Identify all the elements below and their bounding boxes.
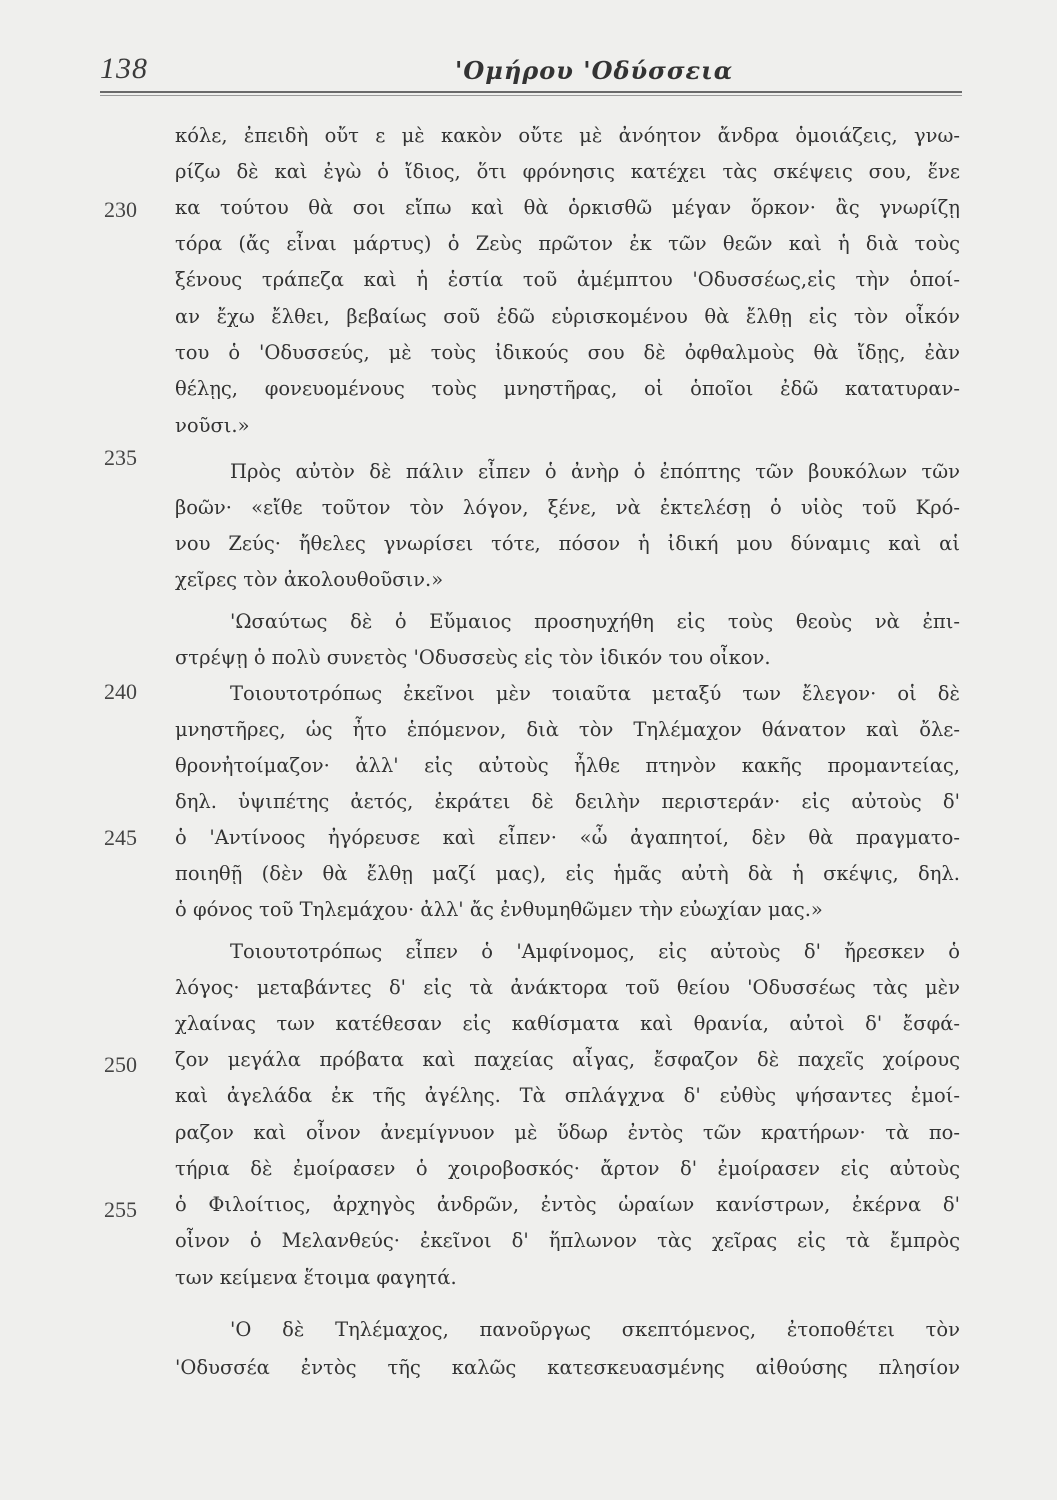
- text-line: κα τούτου θὰ σοι εἴπω καὶ θὰ ὁρκισθῶ μέγαν ὅρκον· ἂς γνωρίζῃ: [175, 196, 960, 219]
- page-number: 138: [100, 52, 148, 85]
- text-line: ὁ 'Αντίνοος ἠγόρευσε καὶ εἶπεν· «ὦ ἀγαπητοί, δὲν θὰ πραγματο-: [175, 826, 960, 849]
- text-line: κόλε, ἐπειδὴ οὔτ ε μὲ κακὸν οὔτε μὲ ἀνόητον ἄνδρα ὁμοιάζεις, γνω-: [175, 124, 960, 147]
- text-line: ραζον καὶ οἶνον ἀνεμίγνυον μὲ ὕδωρ ἐντὸς τῶν κρατήρων· τὰ πο-: [175, 1121, 960, 1144]
- text-line: τόρα (ἄς εἶναι μάρτυς) ὁ Ζεὺς πρῶτον ἐκ τῶν θεῶν καὶ ἡ διὰ τοὺς: [175, 232, 960, 255]
- header-rule: [100, 91, 962, 93]
- text-line: 'Ωσαύτως δὲ ὁ Εὔμαιος προσηυχήθη εἰς τοὺς θεοὺς νὰ ἐπι-: [230, 610, 960, 633]
- text-line: χεῖρες τὸν ἀκολουθοῦσιν.»: [175, 568, 444, 591]
- text-line: ποιηθῇ (δὲν θὰ ἔλθῃ μαζί μας), εἰς ἡμᾶς αὐτὴ δὰ ἡ σκέψις, δηλ.: [175, 862, 960, 885]
- text-line: δηλ. ὑψιπέτης ἀετός, ἐκράτει δὲ δειλὴν περιστεράν· εἰς αὐτοὺς δ': [175, 790, 960, 813]
- running-title: 'Ομήρου 'Οδύσσεια: [455, 56, 734, 85]
- text-line: μνηστῆρες, ὡς ἦτο ἑπόμενον, διὰ τὸν Τηλέμαχον θάνατον καὶ ὄλε-: [175, 718, 960, 741]
- text-line: 'Ο δὲ Τηλέμαχος, πανοῦργως σκεπτόμενος, ἐτοποθέτει τὸν: [230, 1318, 960, 1341]
- text-line: νοῦσι.»: [175, 414, 250, 437]
- text-line: καὶ ἀγελάδα ἐκ τῆς ἀγέλης. Τὰ σπλάγχνα δ' εὐθὺς ψήσαντες ἐμοί-: [175, 1084, 960, 1107]
- text-line: ζον μεγάλα πρόβατα καὶ παχείας αἶγας, ἔσφαζον δὲ παχεῖς χοίρους: [175, 1048, 960, 1071]
- header-rule-thin: [100, 95, 962, 96]
- line-number: 255: [104, 1197, 137, 1222]
- text-line: ὁ Φιλοίτιος, ἀρχηγὸς ἀνδρῶν, ἐντὸς ὡραίων κανίστρων, ἐκέρνα δ': [175, 1193, 960, 1216]
- text-line: θέλῃς, φονευομένους τοὺς μνηστῆρας, οἱ ὁποῖοι ἐδῶ κατατυραν-: [175, 377, 960, 400]
- text-line: χλαίνας των κατέθεσαν εἰς καθίσματα καὶ θρανία, αὐτοὶ δ' ἔσφά-: [175, 1012, 960, 1035]
- text-line: ὁ φόνος τοῦ Τηλεμάχου· ἀλλ' ἄς ἐνθυμηθῶμεν τὴν εὐωχίαν μας.»: [175, 898, 823, 921]
- text-line: θρονἠτοίμαζον· ἀλλ' εἰς αὐτοὺς ἦλθε πτηνὸν κακῆς προμαντείας,: [175, 754, 960, 777]
- line-number: 235: [104, 445, 137, 470]
- text-line: των κείμενα ἕτοιμα φαγητά.: [175, 1266, 457, 1289]
- text-line: αν ἔχω ἔλθει, βεβαίως σοῦ ἐδῶ εὑρισκομένου θὰ ἔλθῃ εἰς τὸν οἶκόν: [175, 305, 960, 328]
- text-line: Τοιουτοτρόπως εἶπεν ὁ 'Αμφίνομος, εἰς αὐτοὺς δ' ἤρεσκεν ὁ: [230, 940, 960, 963]
- text-line: λόγος· μεταβάντες δ' εἰς τὰ ἀνάκτορα τοῦ θείου 'Οδυσσέως τὰς μὲν: [175, 976, 960, 999]
- line-number: 250: [104, 1052, 137, 1077]
- text-line: βοῶν· «εἴθε τοῦτον τὸν λόγον, ξένε, νὰ ἐκτελέσῃ ὁ υἱὸς τοῦ Κρό-: [175, 496, 960, 519]
- text-line: τήρια δὲ ἐμοίρασεν ὁ χοιροβοσκός· ἄρτον δ' ἐμοίρασεν εἰς αὐτοὺς: [175, 1157, 960, 1180]
- line-number: 230: [104, 197, 137, 222]
- text-line: ξένους τράπεζα καὶ ἡ ἑστία τοῦ ἀμέμπτου 'Οδυσσέως,εἰς τὴν ὁποί-: [175, 268, 960, 291]
- text-line: ρίζω δὲ καὶ ἐγὼ ὁ ἴδιος, ὅτι φρόνησις κατέχει τὰς σκέψεις σου, ἕνε: [175, 160, 960, 183]
- text-line: Πρὸς αὐτὸν δὲ πάλιν εἶπεν ὁ ἀνὴρ ὁ ἐπόπτης τῶν βουκόλων τῶν: [230, 460, 960, 483]
- line-number: 240: [104, 679, 137, 704]
- text-line: νου Ζεύς· ἤθελες γνωρίσει τότε, πόσον ἡ ἰδική μου δύναμις καὶ αἱ: [175, 532, 960, 555]
- text-line: 'Οδυσσέα ἐντὸς τῆς καλῶς κατεσκευασμένης αἰθούσης πλησίον: [175, 1356, 960, 1379]
- text-line: Τοιουτοτρόπως ἐκεῖνοι μὲν τοιαῦτα μεταξύ των ἔλεγον· οἱ δὲ: [230, 682, 960, 705]
- text-line: οἶνον ὁ Μελανθεύς· ἐκεῖνοι δ' ἥπλωνον τὰς χεῖρας εἰς τὰ ἔμπρὸς: [175, 1229, 960, 1252]
- page-header: [100, 52, 962, 92]
- text-line: στρέψῃ ὁ πολὺ συνετὸς 'Οδυσσεὺς εἰς τὸν ἰδικόν του οἶκον.: [175, 646, 771, 669]
- text-line: του ὁ 'Οδυσσεύς, μὲ τοὺς ἰδικούς σου δὲ ὀφθαλμοὺς θὰ ἴδῃς, ἐὰν: [175, 341, 960, 364]
- line-number: 245: [104, 825, 137, 850]
